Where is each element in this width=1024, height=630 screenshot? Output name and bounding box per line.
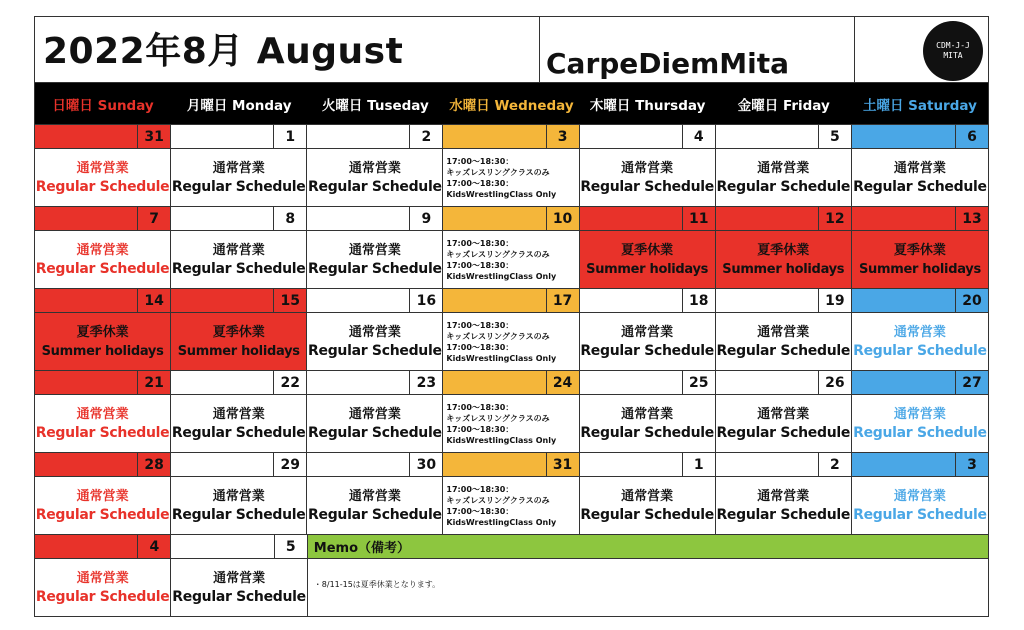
gym-name: CarpeDiemMita	[540, 17, 855, 82]
kids-class-text: キッズレスリングクラスのみ	[446, 331, 550, 341]
date-cell	[580, 207, 716, 230]
calendar-weeks	[35, 124, 988, 534]
schedule-label-jp: 通常営業	[893, 406, 946, 422]
calendar	[34, 16, 989, 617]
schedule-label-jp: 通常営業	[348, 242, 401, 258]
memo-header: Memo（備考）	[308, 535, 988, 558]
schedule-label-jp: 通常営業	[212, 488, 265, 504]
date-number: 27	[955, 371, 988, 394]
date-cell	[307, 289, 443, 312]
schedule-label-en: Regular Schedule	[853, 424, 987, 441]
kids-class-text: キッズレスリングクラスのみ	[446, 249, 550, 259]
date-number: 26	[818, 371, 851, 394]
regular-schedule	[307, 231, 443, 288]
schedule-label-jp: 通常営業	[348, 488, 401, 504]
regular-schedule	[852, 313, 988, 370]
gym-logo-icon	[923, 21, 983, 81]
regular-schedule	[307, 395, 443, 452]
date-number: 16	[409, 289, 442, 312]
regular-schedule	[716, 477, 852, 534]
date-row	[35, 535, 988, 558]
date-cell	[171, 289, 307, 312]
day-of-week-3: 水曜日 Wedneday	[449, 97, 574, 114]
content-row	[35, 558, 988, 616]
schedule-label-jp: 通常営業	[621, 324, 674, 340]
regular-schedule	[307, 313, 443, 370]
schedule-label-jp: 通常営業	[212, 406, 265, 422]
schedule-label-jp: 通常営業	[757, 160, 810, 176]
schedule-label-en: Regular Schedule	[853, 506, 987, 523]
date-cell	[443, 289, 579, 312]
holiday-schedule	[35, 313, 171, 370]
date-cell	[35, 207, 171, 230]
holiday-schedule	[171, 313, 307, 370]
schedule-label-jp: 通常営業	[76, 406, 129, 422]
schedule-label-jp: 通常営業	[348, 324, 401, 340]
date-number: 3	[955, 453, 988, 476]
date-row	[35, 125, 988, 148]
schedule-label-jp: 通常営業	[76, 160, 129, 176]
schedule-label-en: Regular Schedule	[853, 178, 987, 195]
date-number: 10	[546, 207, 579, 230]
date-cell	[307, 371, 443, 394]
schedule-label-en: Regular Schedule	[308, 506, 442, 523]
day-of-week-2: 火曜日 Tuseday	[321, 97, 429, 114]
schedule-label-jp: 通常営業	[757, 324, 810, 340]
date-cell	[35, 289, 171, 312]
date-cell	[307, 453, 443, 476]
date-row	[35, 371, 988, 394]
calendar-week	[35, 288, 988, 370]
logo-text-line1: CDM-J-J	[936, 41, 970, 50]
kids-class-text: KidsWrestlingClass Only	[446, 353, 557, 363]
date-cell	[35, 125, 171, 148]
regular-schedule	[307, 149, 443, 206]
day-of-week-header	[35, 83, 988, 124]
content-row	[35, 394, 988, 452]
schedule-label-jp: 夏季休業	[757, 242, 810, 258]
regular-schedule	[171, 477, 307, 534]
regular-schedule	[580, 149, 716, 206]
date-cell	[35, 535, 171, 558]
schedule-label-en: Regular Schedule	[716, 424, 851, 441]
date-number: 3	[546, 125, 579, 148]
memo-note: ・8/11-15は夏季休業となります。	[313, 580, 441, 589]
date-number: 25	[682, 371, 715, 394]
kids-class-text: KidsWrestlingClass Only	[446, 435, 557, 445]
logo-area	[855, 17, 988, 82]
content-row	[35, 476, 988, 534]
holiday-schedule	[580, 231, 716, 288]
date-number: 31	[546, 453, 579, 476]
kids-class-text: 17:00～18:30：	[446, 156, 514, 166]
date-cell	[443, 125, 579, 148]
schedule-label-jp: 通常営業	[212, 242, 265, 258]
schedule-label-en: Regular Schedule	[580, 424, 714, 441]
date-cell	[852, 371, 988, 394]
schedule-label-en: Summer holidays	[586, 261, 709, 277]
calendar-header	[35, 17, 988, 83]
date-number: 6	[955, 125, 988, 148]
day-of-week-5: 金曜日 Friday	[737, 97, 830, 114]
schedule-label-en: Regular Schedule	[308, 342, 442, 359]
kids-class-text: KidsWrestlingClass Only	[446, 271, 557, 281]
date-cell	[307, 207, 443, 230]
schedule-label-en: Regular Schedule	[171, 178, 306, 195]
regular-schedule	[171, 231, 307, 288]
regular-schedule	[35, 231, 171, 288]
kids-class-text: KidsWrestlingClass Only	[446, 189, 557, 199]
schedule-label-jp: 通常営業	[76, 570, 129, 586]
content-row	[35, 312, 988, 370]
schedule-label-jp: 夏季休業	[621, 242, 674, 258]
date-number: 4	[682, 125, 715, 148]
schedule-label-jp: 通常営業	[621, 160, 674, 176]
regular-schedule	[852, 477, 988, 534]
schedule-label-jp: 通常営業	[757, 488, 810, 504]
date-number: 29	[273, 453, 306, 476]
date-cell	[852, 453, 988, 476]
date-number: 14	[137, 289, 170, 312]
schedule-label-jp: 夏季休業	[212, 324, 265, 340]
schedule-label-jp: 通常営業	[621, 406, 674, 422]
date-number: 2	[818, 453, 851, 476]
content-row	[35, 148, 988, 206]
regular-schedule	[716, 395, 852, 452]
kids-class-schedule	[443, 313, 579, 370]
regular-schedule	[35, 395, 171, 452]
date-row	[35, 207, 988, 230]
holiday-schedule	[716, 231, 852, 288]
schedule-label-en: Regular Schedule	[35, 506, 170, 523]
day-of-week-6: 土曜日 Saturday	[862, 97, 977, 114]
date-cell	[716, 453, 852, 476]
date-number: 31	[137, 125, 170, 148]
schedule-label-en: Regular Schedule	[853, 342, 987, 359]
calendar-week	[35, 124, 988, 206]
schedule-label-en: Regular Schedule	[716, 506, 851, 523]
page-title: 2022年8月 August	[35, 17, 540, 82]
date-row	[35, 289, 988, 312]
calendar-week	[35, 370, 988, 452]
holiday-schedule	[852, 231, 988, 288]
date-number: 21	[137, 371, 170, 394]
regular-schedule	[716, 313, 852, 370]
schedule-label-en: Regular Schedule	[171, 424, 306, 441]
regular-schedule	[171, 149, 307, 206]
schedule-label-en: Summer holidays	[177, 343, 300, 359]
day-of-week-0: 日曜日 Sunday	[52, 97, 154, 114]
regular-schedule	[852, 395, 988, 452]
schedule-label-en: Regular Schedule	[716, 342, 851, 359]
kids-class-text: 17:00～18:30：	[446, 178, 514, 188]
date-cell	[716, 207, 852, 230]
schedule-label-en: Regular Schedule	[716, 178, 851, 195]
schedule-label-en: Regular Schedule	[308, 260, 442, 277]
regular-schedule	[852, 149, 988, 206]
schedule-label-en: Regular Schedule	[35, 178, 170, 195]
date-cell	[443, 207, 579, 230]
date-number: 1	[682, 453, 715, 476]
day-of-week-1: 月曜日 Monday	[186, 97, 292, 114]
date-cell	[852, 207, 988, 230]
date-cell	[171, 125, 307, 148]
regular-schedule	[580, 395, 716, 452]
date-cell	[171, 207, 307, 230]
kids-class-text: キッズレスリングクラスのみ	[446, 167, 550, 177]
schedule-label-jp: 通常営業	[757, 406, 810, 422]
kids-class-text: 17:00～18:30：	[446, 238, 514, 248]
schedule-label-jp: 通常営業	[213, 570, 266, 586]
schedule-label-jp: 通常営業	[212, 160, 265, 176]
schedule-label-en: Regular Schedule	[171, 506, 306, 523]
date-cell	[171, 453, 307, 476]
schedule-label-jp: 通常営業	[76, 488, 129, 504]
schedule-label-en: Regular Schedule	[171, 260, 306, 277]
schedule-label-en: Regular Schedule	[580, 342, 714, 359]
date-number: 4	[137, 535, 170, 558]
date-cell	[852, 289, 988, 312]
kids-class-schedule	[443, 395, 579, 452]
kids-class-text: 17:00～18:30：	[446, 260, 514, 270]
schedule-label-en: Regular Schedule	[35, 424, 170, 441]
date-number: 5	[274, 535, 307, 558]
regular-schedule	[35, 149, 171, 206]
date-cell	[716, 289, 852, 312]
schedule-label-jp: 夏季休業	[76, 324, 129, 340]
date-number: 20	[955, 289, 988, 312]
date-number: 12	[818, 207, 851, 230]
date-number: 15	[273, 289, 306, 312]
day-of-week-4: 木曜日 Thursday	[589, 97, 706, 114]
kids-class-text: キッズレスリングクラスのみ	[446, 413, 550, 423]
date-cell	[580, 371, 716, 394]
kids-class-schedule	[443, 149, 579, 206]
kids-class-text: キッズレスリングクラスのみ	[446, 495, 550, 505]
date-number: 2	[409, 125, 442, 148]
date-number: 23	[409, 371, 442, 394]
date-number: 19	[818, 289, 851, 312]
date-number: 13	[955, 207, 988, 230]
kids-class-text: 17:00～18:30：	[446, 402, 514, 412]
date-cell	[307, 125, 443, 148]
date-cell	[443, 371, 579, 394]
regular-schedule	[171, 559, 307, 616]
regular-schedule	[35, 559, 171, 616]
regular-schedule	[580, 313, 716, 370]
content-row	[35, 230, 988, 288]
date-number: 9	[409, 207, 442, 230]
schedule-label-en: Regular Schedule	[580, 506, 714, 523]
date-number: 24	[546, 371, 579, 394]
schedule-label-en: Regular Schedule	[308, 178, 442, 195]
date-number: 30	[409, 453, 442, 476]
kids-class-text: 17:00～18:30：	[446, 506, 514, 516]
date-cell	[580, 453, 716, 476]
regular-schedule	[580, 477, 716, 534]
date-number: 8	[273, 207, 306, 230]
schedule-label-jp: 通常営業	[893, 488, 946, 504]
schedule-label-jp: 通常営業	[348, 160, 401, 176]
date-cell	[716, 125, 852, 148]
date-number: 5	[818, 125, 851, 148]
date-cell	[443, 453, 579, 476]
date-number: 17	[546, 289, 579, 312]
date-cell	[171, 371, 307, 394]
regular-schedule	[307, 477, 443, 534]
date-number: 1	[273, 125, 306, 148]
date-number: 11	[682, 207, 715, 230]
schedule-label-en: Summer holidays	[722, 261, 845, 277]
regular-schedule	[171, 395, 307, 452]
schedule-label-jp: 通常営業	[348, 406, 401, 422]
kids-class-text: 17:00～18:30：	[446, 484, 514, 494]
date-number: 7	[137, 207, 170, 230]
date-number: 18	[682, 289, 715, 312]
regular-schedule	[716, 149, 852, 206]
calendar-week	[35, 206, 988, 288]
schedule-label-jp: 夏季休業	[893, 242, 946, 258]
logo-text-line2: MITA	[943, 51, 963, 60]
schedule-label-jp: 通常営業	[621, 488, 674, 504]
date-cell	[716, 371, 852, 394]
kids-class-text: 17:00～18:30：	[446, 320, 514, 330]
schedule-label-jp: 通常営業	[893, 324, 946, 340]
regular-schedule	[35, 477, 171, 534]
kids-class-text: 17:00～18:30：	[446, 424, 514, 434]
date-cell	[580, 289, 716, 312]
schedule-label-en: Summer holidays	[41, 343, 164, 359]
schedule-label-en: Regular Schedule	[580, 178, 714, 195]
date-cell	[35, 371, 171, 394]
date-number: 22	[273, 371, 306, 394]
schedule-label-en: Summer holidays	[858, 261, 981, 277]
schedule-label-en: Regular Schedule	[308, 424, 442, 441]
schedule-label-jp: 通常営業	[893, 160, 946, 176]
kids-class-schedule	[443, 477, 579, 534]
schedule-label-en: Regular Schedule	[172, 588, 306, 605]
kids-class-text: 17:00～18:30：	[446, 342, 514, 352]
schedule-label-en: Regular Schedule	[35, 260, 170, 277]
date-row	[35, 453, 988, 476]
schedule-label-en: Regular Schedule	[35, 588, 170, 605]
schedule-label-jp: 通常営業	[76, 242, 129, 258]
kids-class-text: KidsWrestlingClass Only	[446, 517, 557, 527]
date-cell	[35, 453, 171, 476]
calendar-week	[35, 452, 988, 534]
date-cell	[580, 125, 716, 148]
kids-class-schedule	[443, 231, 579, 288]
date-number: 28	[137, 453, 170, 476]
date-cell	[171, 535, 307, 558]
calendar-week-last	[35, 534, 988, 616]
date-cell	[852, 125, 988, 148]
